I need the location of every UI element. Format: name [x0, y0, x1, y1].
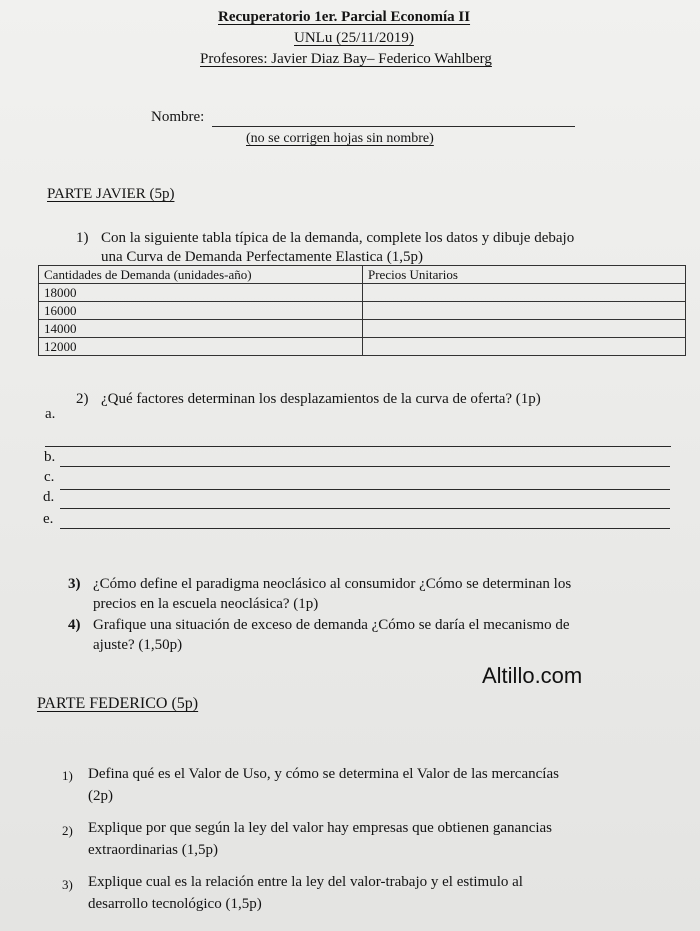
table-row [39, 320, 686, 338]
option-b-line[interactable] [60, 466, 670, 467]
option-e-label: e. [43, 511, 54, 527]
option-e-line[interactable] [60, 528, 670, 529]
altillo-watermark: Altillo.com [482, 663, 583, 688]
federico-question-3-number: 3) [62, 877, 73, 892]
question-1-number: 1) [76, 230, 89, 246]
quantity-cell: 16000 [39, 302, 363, 320]
name-label: Nombre: [151, 109, 205, 125]
part-javier-title: PARTE JAVIER (5p) [47, 186, 175, 202]
federico-question-3-text-line1: Explique cual es la relación entre la ley del valor-trabajo y el estimulo al [88, 874, 523, 890]
table-row [39, 338, 686, 356]
federico-question-2-text-line2: extraordinarias (1,5p) [88, 842, 218, 858]
federico-question-1-text-line2: (2p) [88, 788, 113, 804]
table-header-price: Precios Unitarios [363, 266, 686, 284]
table-row [39, 302, 686, 320]
table-header-row [39, 266, 686, 284]
question-2-number: 2) [76, 391, 89, 407]
question-4-text-line2: ajuste? (1,50p) [93, 637, 183, 653]
question-2-text: ¿Qué factores determinan los desplazamientos de la curva de oferta? (1p) [101, 391, 541, 407]
federico-question-3-text-line2: desarrollo tecnológico (1,5p) [88, 896, 262, 912]
exam-title: Recuperatorio 1er. Parcial Economía II [218, 9, 471, 25]
question-3-text-line1: ¿Cómo define el paradigma neoclásico al consumidor ¿Cómo se determinan los [93, 576, 572, 592]
federico-question-1-text-line1: Defina qué es el Valor de Uso, y cómo se determina el Valor de las mercancías [88, 766, 559, 782]
option-a-label: a. [45, 406, 56, 422]
option-b-label: b. [44, 449, 56, 465]
price-cell[interactable] [363, 320, 686, 338]
quantity-cell: 14000 [39, 320, 363, 338]
option-a-line[interactable] [45, 446, 671, 447]
price-cell[interactable] [363, 338, 686, 356]
question-1-text-line1: Con la siguiente tabla típica de la demanda, complete los datos y dibuje debajo [101, 230, 575, 246]
option-c-label: c. [44, 469, 55, 485]
option-d-line[interactable] [60, 508, 670, 509]
question-4-number: 4) [68, 617, 81, 633]
option-c-line[interactable] [60, 489, 670, 490]
quantity-cell: 12000 [39, 338, 363, 356]
federico-question-1-number: 1) [62, 768, 73, 783]
part-federico-title: PARTE FEDERICO (5p) [37, 695, 199, 712]
quantity-cell: 18000 [39, 284, 363, 302]
exam-subtitle: UNLu (25/11/2019) [294, 30, 414, 46]
question-1-text-line2: una Curva de Demanda Perfectamente Elastica (1,5p) [101, 249, 423, 265]
name-input-line[interactable] [212, 126, 575, 127]
table-row [39, 284, 686, 302]
table-header-quantity: Cantidades de Demanda (unidades-año) [39, 266, 363, 284]
federico-question-2-number: 2) [62, 823, 73, 838]
question-3-text-line2: precios en la escuela neoclásica? (1p) [93, 596, 319, 612]
professors-line: Profesores: Javier Diaz Bay– Federico Wahlberg [200, 51, 492, 67]
question-3-number: 3) [68, 576, 81, 592]
price-cell[interactable] [363, 302, 686, 320]
federico-question-2-text-line1: Explique por que según la ley del valor hay empresas que obtienen ganancias [88, 820, 553, 836]
demand-table [38, 265, 686, 356]
question-4-text-line1: Grafique una situación de exceso de demanda ¿Cómo se daría el mecanismo de [93, 617, 570, 633]
option-d-label: d. [43, 489, 55, 505]
name-note: (no se corrigen hojas sin nombre) [246, 131, 434, 146]
price-cell[interactable] [363, 284, 686, 302]
